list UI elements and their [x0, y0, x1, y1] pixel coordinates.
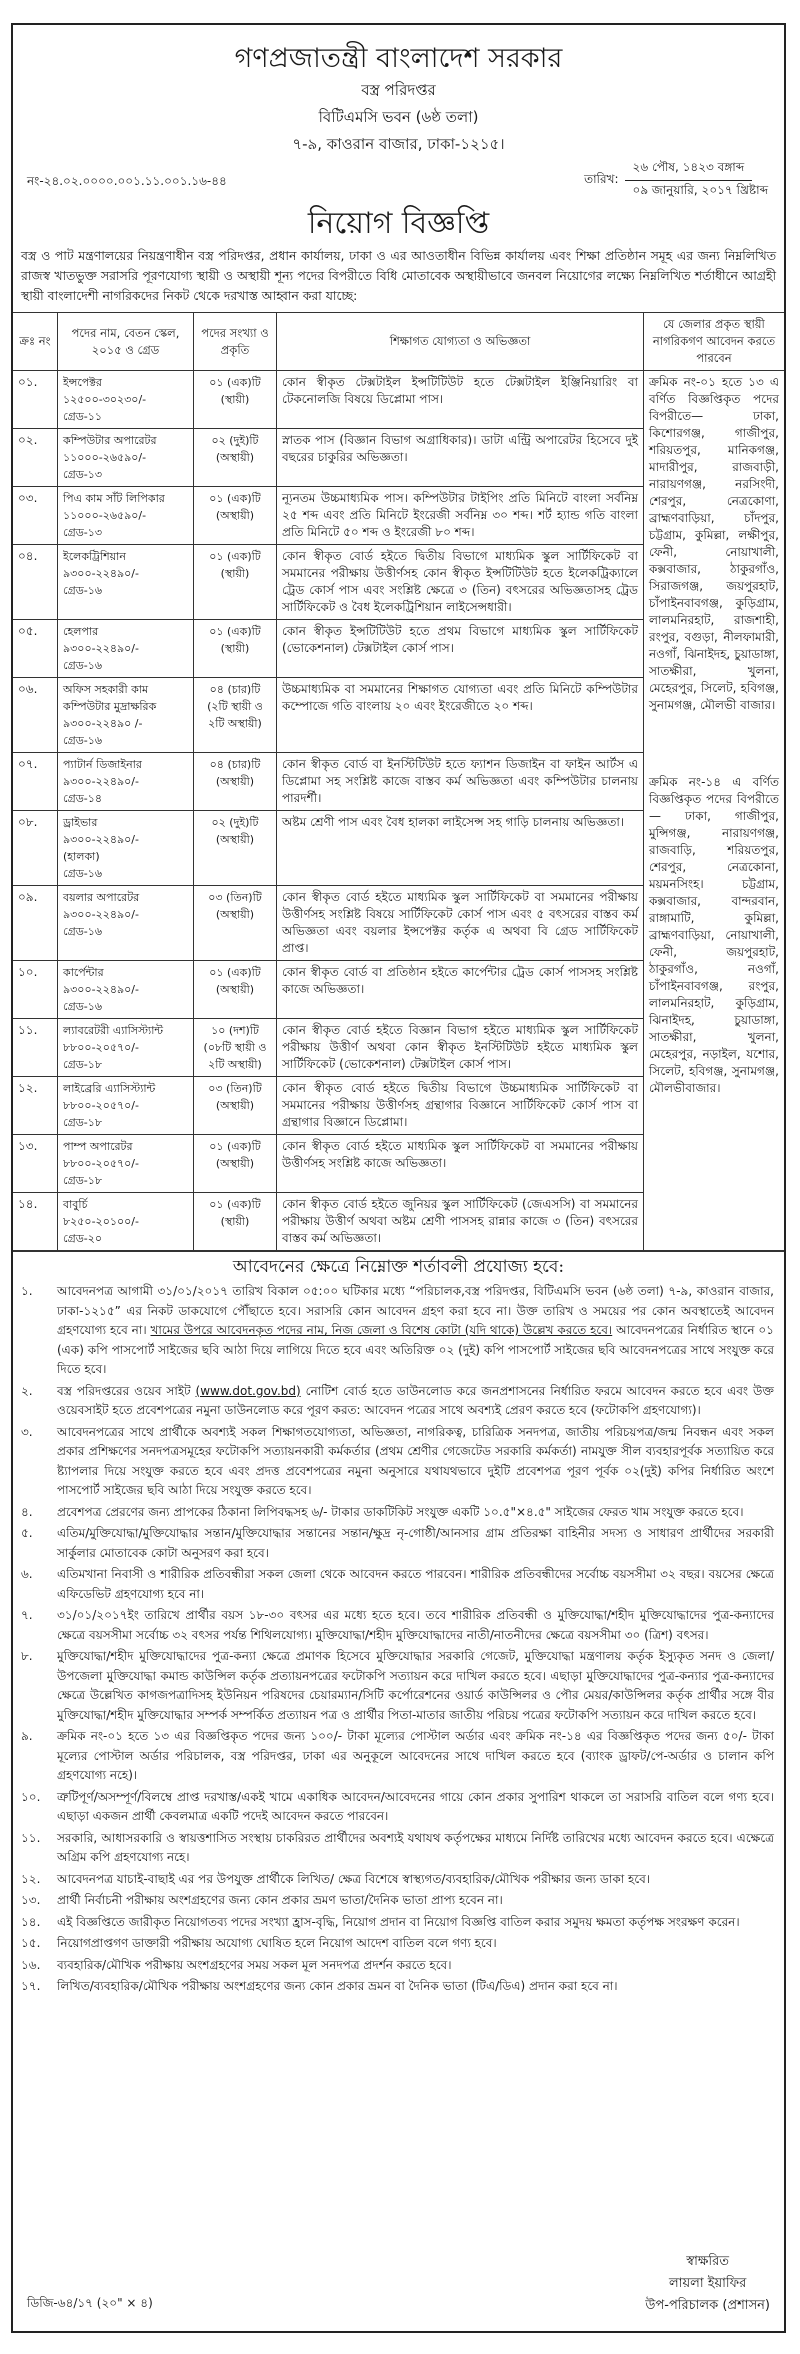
count-cell	[194, 545, 277, 620]
intro-paragraph: বস্ত্র ও পাট মন্ত্রণালয়ের নিয়ন্ত্রণাধীন বস্ত্র পরিদপ্তর, প্রধান কার্যালয়, ঢাকা ও এর আওতাধীন বিভিন্ন কার্যালয় এবং শিক্ষা প্রতিষ্ঠান সমূহ এর জন্য নিম্নলিখিত রাজস্ব খাতভুক্ত সরাসরি পূরণযোগ্য স্থায়ী ও অস্থায়ী শূন্য পদের বিপরীতে বিধি মোতাবেক অস্থায়ীভাবে জনবল নিয়োগের লক্ষ্যে নিম্নলিখিত শর্তাধীনে আগ্রহী স্থায়ী বাংলাদেশী নাগরিকদের নিকট থেকে দরখাস্ত আহ্বান করা যাচ্ছে:	[21, 248, 776, 303]
qualification-cell: উচ্চমাধ্যমিক বা সমমানের শিক্ষাগত যোগ্যতা এবং প্রতি মিনিটে কম্পিউটার কম্পোজে গতি বাংলায় ২০ এবং ইংরেজীতে ২০ শব্দ।	[277, 678, 644, 753]
memo-number: নং-২৪.০২.০০০০.০০১.১১.০০১.১৬-৪৪	[27, 174, 227, 188]
post-name: ইলেকট্রিশিয়ান	[63, 550, 126, 563]
letterhead	[13, 41, 784, 158]
department-name: বস্ত্র পরিদপ্তর	[361, 81, 436, 99]
condition-text: ব্যবহারিক/মৌখিক পরীক্ষায় অংশগ্রহণের সময় সকল মূল সনদপত্র প্রদর্শন করতে হবে।	[57, 1957, 452, 1972]
pay-grade: গ্রেড-১৮	[63, 1116, 103, 1129]
qualification-cell: কোন স্বীকৃত বোর্ড হইতে দ্বিতীয় বিভাগে উচ্চমাধ্যমিক সার্টিফিকেট বা সমমানের পরীক্ষায় উত্তীর্ণসহ গ্রন্থাগার বিজ্ঞানে সার্টিফিকেট কোর্স পাস বা গ্রন্থাগার বিজ্ঞানে ডিপ্লোমা।	[277, 1077, 644, 1135]
pay-scale: ৯৩০০-২২৪৯০/-	[63, 642, 139, 655]
condition-number: ১৪.	[21, 1914, 41, 1929]
date-block	[584, 158, 776, 203]
pay-grade: গ্রেড-২০	[63, 1232, 103, 1245]
condition-item	[21, 1956, 774, 1976]
count-cell	[194, 961, 277, 1019]
serial-cell: ০৮.	[13, 811, 58, 886]
pay-grade: গ্রেড-১৩	[63, 468, 103, 481]
post-count: ০৩ (তিন)টি	[208, 1082, 262, 1095]
pay-scale: ৮৮০০-২০৫৭০/-	[63, 1099, 139, 1112]
post-type: (স্থায়ী)	[220, 1215, 250, 1228]
conditions-list	[13, 1282, 784, 1997]
condition-text: বস্ত্র পরিদপ্তরের ওয়েব সাইট	[57, 1383, 191, 1398]
pay-scale: ৯৩০০-২২৪৯০/-	[63, 983, 139, 996]
pay-scale: ১১০০০-২৬৫৯০/-	[63, 451, 147, 464]
post-type: (অস্থায়ী)	[215, 1157, 255, 1170]
post-name: পিএ কাম সাঁট লিপিকার	[63, 492, 165, 505]
post-count: ০১ (এক)টি	[209, 625, 261, 638]
pay-grade: গ্রেড-১৪	[63, 792, 103, 805]
post-type: (স্থায়ী)	[220, 642, 250, 655]
condition-text: এই বিজ্ঞপ্তিতে জারীকৃত নিয়োগতব্য পদের সংখ্যা হ্রাস-বৃদ্ধি, নিয়োগ প্রদান বা নিয়োগ বিজ্ঞপ্তি বাতিল করার সমুদয় ক্ষমতা কর্তৃপক্ষ সংরক্ষণ করেন।	[57, 1914, 740, 1929]
post-cell	[58, 678, 194, 753]
reference-row	[13, 158, 784, 198]
post-type: (২টি স্থায়ী ও ২টি অস্থায়ী)	[207, 700, 263, 730]
count-cell	[194, 487, 277, 545]
post-count: ১০ (দশ)টি	[211, 1024, 259, 1037]
condition-item	[21, 1423, 774, 1501]
post-name: হেলপার	[63, 625, 99, 638]
post-extra: (হালকা)	[63, 850, 100, 863]
count-cell	[194, 429, 277, 487]
vacancy-table	[13, 312, 784, 1251]
condition-text: আবেদনপত্রের সাথে প্রার্থীকে অবশ্যই সকল শিক্ষাগতযোগ্যতা, অভিজ্ঞতা, নাগরিকত্ব, চারিত্রিক সনদপত্র, জাতীয় পরিচয়পত্র/জন্ম নিবন্ধন এবং সকল প্রকার প্রশিক্ষণের সনদপত্রসমূহের ফটোকপি সত্যায়নকারী কর্মকর্তার (প্রথম শ্রেণীর গেজেটেড সরকারি কর্মকর্তা) নামযুক্ত সীল ব্যবহারপূর্বক সত্যায়িত করে ষ্ট্যাপলার দিয়ে সংযুক্ত করতে হবে এবং প্রদত্ত প্রবেশপত্রের নমুনা অনুসারে যথাযথভাবে দুইটি প্রবেশপত্র পূরণ পূর্বক ০২(দুই) কপির নির্ধারিত অংশে পাসপোর্ট সাইজের ছবি আঠা দিয়ে সংযুক্ত করতে হবে।	[57, 1424, 774, 1497]
post-cell	[58, 1135, 194, 1193]
condition-text-continued: আবেদনপত্রের নির্ধারিত স্থানে ০১ (এক) কপি পাসপোর্ট সাইজের ছবি আঠা দিয়ে লাগিয়ে দিতে হবে এবং অতিরিক্ত ০২ (দুই) কপি পাসপোর্ট সাইজের ছবি আবেদনপত্রের সাথে সংযুক্ত করে দিতে হবে।	[57, 1323, 774, 1376]
qualification-cell: ন্যূনতম উচ্চমাধ্যমিক পাস। কম্পিউটার টাইপিং প্রতি মিনিটে বাংলা সর্বনিম্ন ২৫ শব্দ এবং প্রতি মিনিটে ইংরেজী সর্বনিম্ন ৩০ শব্দ। শর্ট হ্যান্ড গতি বাংলা প্রতি মিনিটে ৫০ শব্দ ও ইংরেজী ৮০ শব্দ।	[277, 487, 644, 545]
condition-text: আবেদনপত্র আগামী ৩১/০১/২০১৭ তারিখ বিকাল ০৫:০০ ঘটিকার মধ্যে “পরিচালক,বস্ত্র পরিদপ্তর, বিটিএমসি ভবন (৬ষ্ঠ তলা) ৭-৯, কাওরান বাজার, ঢাকা-১২১৫” এর নিকট ডাকযোগে পৌঁছাতে হবে। সরাসরি কোন আবেদন গ্রহণ করা হবে না। উক্ত তারিখ ও সময়ের পর কোন অবস্থাতেই আবেদন গ্রহণযোগ্য হবে না।	[57, 1284, 774, 1337]
pay-grade: গ্রেড-১৬	[63, 734, 103, 747]
pay-scale: ৯৩০০-২২৪৯০ /-	[63, 717, 143, 730]
post-cell	[58, 371, 194, 429]
condition-number: ৫.	[21, 1526, 33, 1540]
serial-cell: ১০.	[13, 961, 58, 1019]
post-type: (০৮টি স্থায়ী ও ২টি অস্থায়ী)	[203, 1041, 267, 1071]
condition-number: ১১.	[21, 1830, 41, 1845]
post-count: ০১ (এক)টি	[209, 1140, 261, 1153]
post-name: প্যাটার্ন ডিজাইনার	[63, 758, 142, 771]
condition-text: ৩১/০১/২০১৭ইং তারিখে প্রার্থীর বয়স ১৮-৩০ বৎসর এর মধ্যে হতে হবে। তবে শারীরিক প্রতিবন্ধী ও মুক্তিযোদ্ধা/শহীদ মুক্তিযোদ্ধাদের পুত্র-কন্যাদের ক্ষেত্রে বয়সসীমা সর্বোচ্চ ৩২ বৎসর পর্যন্ত শিথিলযোগ্য। মুক্তিযোদ্ধা/শহীদ মুক্তিযোদ্ধাদের নাতী/নাতনীদের ক্ষেত্রে বয়সসীমা ৩০ (ত্রিশ) বৎসর।	[57, 1608, 774, 1642]
condition-number: ১৭.	[21, 1979, 41, 1993]
serial-cell: ০৫.	[13, 620, 58, 678]
pay-scale: ৯৩০০-২২৪৯০/-	[63, 908, 139, 921]
condition-text: আবেদনপত্র যাচাই-বাছাই এর পর উপযুক্ত প্রার্থীকে লিখিত/ ক্ষেত্র বিশেষে স্বাস্থ্যগত/ব্যবহারিক/মৌখিক পরীক্ষার জন্য ডাকা হবে।	[57, 1871, 651, 1886]
post-name: পাম্প অপারেটর	[63, 1140, 133, 1153]
post-count: ০২ (দুই)টি	[211, 434, 259, 447]
qualification-cell: কোন স্বীকৃত ইন্সটিটিউট হতে প্রথম বিভাগে মাধ্যমিক স্কুল সার্টিফিকেট (ভোকেশনাল) টেক্সটাইল কোর্স পাস।	[277, 620, 644, 678]
footer-code: ডিজি-৬৪/১৭ (২০" × ৪)	[27, 2296, 153, 2310]
serial-cell: ০২.	[13, 429, 58, 487]
post-count: ০১ (এক)টি	[209, 966, 261, 979]
condition-item	[21, 1870, 774, 1890]
post-cell	[58, 1193, 194, 1251]
signature-block	[645, 2251, 770, 2317]
table-header-row	[13, 313, 784, 371]
condition-item	[21, 1934, 774, 1954]
post-count: ০৪ (চার)টি	[209, 683, 261, 696]
pay-grade: গ্রেড-১৬	[63, 925, 103, 938]
conditions-title: আবেদনের ক্ষেত্রে নিম্নোক্ত শর্তাবলী প্রযোজ্য হবে:	[13, 1251, 784, 1282]
condition-item	[21, 1503, 774, 1523]
post-cell	[58, 753, 194, 811]
post-type: (অস্থায়ী)	[215, 451, 255, 464]
condition-text: ক্রমিক নং-০১ হতে ১৩ এর বিজ্ঞপ্তিকৃত পদের জন্য ১০০/- টাকা মূল্যের পোস্টাল অর্ডার এবং ক্রমিক নং-১৪ এর বিজ্ঞপ্তিকৃত পদের জন্য ৫০/- টাকা মূল্যের পোস্টাল অর্ডার পরিচালক, বস্ত্র পরিদপ্তর, ঢাকা এর অনুকূলে আবেদনের সাথে দাখিল করতে হবে (ব্যাংক ড্রাফট/পে-অর্ডার ও চালান কপি গ্রহণযোগ্য নহে)।	[57, 1729, 774, 1782]
pay-scale: ৮৮০০-২০৫৭০/-	[63, 1157, 139, 1170]
building-name: বিটিএমসি ভবন (৬ষ্ঠ তলা)	[318, 108, 479, 126]
pay-grade: গ্রেড-১৬	[63, 1000, 103, 1013]
pay-grade: গ্রেড-১৬	[63, 867, 103, 880]
post-cell	[58, 1019, 194, 1077]
post-cell	[58, 487, 194, 545]
post-type: (স্থায়ী)	[220, 393, 250, 406]
qualification-cell: স্নাতক পাস (বিজ্ঞান বিভাগ অগ্রাধিকার)। ডাটা এন্ট্রি অপারেটর হিসেবে দুই বছরের চাকুরির অভিজ্ঞতা।	[277, 429, 644, 487]
serial-cell: ১১.	[13, 1019, 58, 1077]
pay-scale: ৮৮০০-২০৫৭০/-	[63, 1041, 139, 1054]
serial-cell: ০৭.	[13, 753, 58, 811]
header-qualification: শিক্ষাগত যোগ্যতা ও অভিজ্ঞতা	[277, 313, 644, 371]
condition-number: ৭.	[21, 1608, 33, 1622]
post-count: ০৩ (তিন)টি	[208, 891, 262, 904]
condition-number: ৯.	[21, 1729, 33, 1743]
post-count: ০১ (এক)টি	[209, 550, 261, 563]
condition-number: ১.	[21, 1284, 33, 1298]
condition-number: ৮.	[21, 1649, 33, 1663]
qualification-cell: কোন স্বীকৃত বোর্ড বা ইনস্টিটিউট হতে ফ্যাশন ডিজাইন বা ফাইন আর্টস এ ডিপ্লোমা সহ সংশ্লিষ্ট কাজে বাস্তব কর্ম অভিজ্ঞতা এবং কম্পিউটার চালনায় পারদর্শী।	[277, 753, 644, 811]
qualification-cell: কোন স্বীকৃত বোর্ড হইতে মাধ্যমিক স্কুল সার্টিফিকেট বা সমমানের পরীক্ষায় উত্তীর্ণসহ সংশ্লিষ্ট কাজে অভিজ্ঞতা।	[277, 1135, 644, 1193]
website-link[interactable]: (www.dot.gov.bd)	[195, 1383, 301, 1398]
header-districts: যে জেলার প্রকৃত স্থায়ী নাগরিকগণ আবেদন করতে পারবেন	[644, 313, 785, 371]
condition-text: মুক্তিযোদ্ধা/শহীদ মুক্তিযোদ্ধাদের পুত্র-কন্যা ক্ষেত্রে প্রমাণক হিসেবে মুক্তিযোদ্ধার সরকারি গেজেট, মুক্তিযোদ্ধা মন্ত্রণালয় কর্তৃক ইস্যুকৃত সনদ ও জেলা/উপজেলা মুক্তিযোদ্ধা কমান্ড কাউন্সিল কর্তৃক প্রত্যায়নপত্রের ফটোকপি সত্যায়ন করে দাখিল করতে হবে। এছাড়া মুক্তিযোদ্ধাদের পুত্র-কন্যার পুত্র-কন্যাদের ক্ষেত্রে উল্লেখিত কাগজপত্রাদিসহ ইউনিয়ন পরিষদের চেয়ারম্যান/সিটি কর্পোরেশনের ওয়ার্ড কাউন্সিলর ও পৌর মেয়র/কাউন্সিলর কর্তৃক প্রার্থীর সঙ্গে বীর মুক্তিযোদ্ধা/শহীদ মুক্তিযোদ্ধার সম্পর্ক সম্পর্কিত প্রত্যায়ন পত্র ও প্রার্থীর পিতা-মাতার জাতীয় পরিচয় পত্রের ফটোকপি সত্যায়ন করে দাখিল করতে হবে।	[57, 1649, 774, 1722]
pay-grade: গ্রেড-১৩	[63, 526, 103, 539]
serial-cell: ০৪.	[13, 545, 58, 620]
qualification-cell: কোন স্বীকৃত বোর্ড হইতে জুনিয়র স্কুল সার্টিফিকেট (জেএসসি) বা সমমানের পরীক্ষায় উত্তীর্ণ অথবা অষ্টম শ্রেণী পাসসহ রান্নার কাজে ৩ (তিন) বৎসরের বাস্তব কর্ম অভিজ্ঞতা।	[277, 1193, 644, 1251]
post-name: ইন্সপেক্টর	[63, 376, 102, 389]
post-name: লাইব্রেরি এ্যাসিস্ট্যান্ট	[63, 1082, 156, 1095]
post-count: ০২ (দুই)টি	[211, 816, 259, 829]
count-cell	[194, 1193, 277, 1251]
pay-grade: গ্রেড-১৬	[63, 659, 103, 672]
post-count: ০৪ (চার)টি	[209, 758, 261, 771]
count-cell	[194, 620, 277, 678]
post-type: (স্থায়ী)	[220, 567, 250, 580]
table-row	[13, 371, 784, 429]
districts-group-2: ক্রমিক নং-১৪ এ বর্ণিত বিজ্ঞপ্তিকৃত পদের বিপরীতে— ঢাকা, গাজীপুর, মুন্সিগঞ্জ, নারায়ণগঞ্জ, রাজবাড়ি, শরিয়তপুর, শেরপুর, নেত্রকোনা, ময়মনসিংহ। চট্টগ্রাম, কক্সবাজার, বান্দরবান, রাঙ্গামাটি, কুমিল্লা, ব্রাহ্মণবাড়িয়া, নোয়াখালী, ফেনী, জয়পুরহাট, ঠাকুরগাঁও, নওগাঁ, চাঁপাইনবাবগঞ্জ, রংপুর, লালমনিরহাট, কুড়িগ্রাম, ঝিনাইদহ, চুয়াডাঙ্গা, সাতক্ষীরা, খুলনা, মেহেরপুর, নড়াইল, যশোর, সিলেট, হবিগঞ্জ, সুনামগঞ্জ, মৌলভীবাজার।	[649, 775, 779, 1095]
qualification-cell: কোন স্বীকৃত বোর্ড হইতে বিজ্ঞান বিভাগ হইতে মাধ্যমিক স্কুল সার্টিফিকেট পরীক্ষায় উত্তীর্ণ অথবা কোন স্বীকৃত ইনস্টিটিউট হইতে মাধ্যমিক স্কুল সার্টিফিকেট (ভোকেশনাল) টেক্সটাইল কোর্স পাস।	[277, 1019, 644, 1077]
qualification-cell: কোন স্বীকৃত বোর্ড হইতে দ্বিতীয় বিভাগে মাধ্যমিক স্কুল সার্টিফিকেট বা সমমানের পরীক্ষায় উত্তীর্ণসহ কোন স্বীকৃত ইন্সটিটিউট হতে ইলেকট্রিক্যালে ট্রেড কোর্স পাস এবং সংশ্লিষ্ট ক্ষেত্রে ৩ (তিন) বৎসরের অভিজ্ঞতাসহ ট্রেড সার্টিফিকেট ও বৈধ ইলেকট্রিশিয়ান লাইসেন্সধারী।	[277, 545, 644, 620]
condition-item	[21, 1524, 774, 1563]
post-type: (অস্থায়ী)	[215, 1099, 255, 1112]
post-cell	[58, 545, 194, 620]
post-name: ড্রাইভার	[63, 816, 98, 829]
condition-number: ১৩.	[21, 1893, 41, 1907]
post-count: ০১ (এক)টি	[209, 376, 261, 389]
count-cell	[194, 811, 277, 886]
condition-text: ত্রুটিপূর্ণ/অসম্পূর্ণ/বিলম্বে প্রাপ্ত দরখাস্ত/একই খামে একাধিক আবেদন/আবেদনের গায়ে কোন প্রকার সুপারিশ থাকলে তা সরাসরি বাতিল বলে গণ্য হবে। এছাড়া একজন প্রার্থী কেবলমাত্র একটি পদেই আবেদন করতে পারবেন।	[57, 1789, 774, 1823]
condition-item	[21, 1382, 774, 1421]
count-cell	[194, 1019, 277, 1077]
post-name: কার্পেন্টার	[63, 966, 104, 979]
address: ৭-৯, কাওরান বাজার, ঢাকা-১২১৫।	[292, 135, 505, 153]
condition-text: এতিম/মুক্তিযোদ্ধা/মুক্তিযোদ্ধার সন্তান/মুক্তিযোদ্ধার সন্তানের সন্তান/ক্ষুদ্র নৃ-গোষ্ঠী/আনসার গ্রাম প্রতিরক্ষা বাহিনীর সদস্য ও সাধারণ প্রার্থীদের সরকারী সার্কুলার মোতাবেক কোটা অনুসরণ করা হবে।	[57, 1526, 774, 1560]
count-cell	[194, 1077, 277, 1135]
date-bangla: ২৬ পৌষ, ১৪২৩ বঙ্গাব্দ	[625, 158, 753, 181]
serial-cell: ১৩.	[13, 1135, 58, 1193]
serial-cell: ১২.	[13, 1077, 58, 1135]
post-type: (অস্থায়ী)	[215, 833, 255, 846]
post-name: কম্পিউটার অপারেটর	[63, 434, 157, 447]
date-english: ০৯ জানুয়ারি, ২০১৭ খ্রিষ্টাব্দ	[632, 183, 768, 197]
pay-grade: গ্রেড-১৮	[63, 1058, 103, 1071]
post-cell	[58, 811, 194, 886]
pay-scale: ১২৫০০-৩০২৩০/-	[63, 393, 147, 406]
condition-number: ৬.	[21, 1567, 33, 1581]
post-name: বয়লার অপারেটর	[63, 891, 140, 904]
pay-scale: ৯৩০০-২২৪৯০/-	[63, 775, 139, 788]
condition-item	[21, 1565, 774, 1604]
condition-item	[21, 1913, 774, 1933]
serial-cell: ০১.	[13, 371, 58, 429]
pay-grade: গ্রেড-১১	[63, 410, 103, 423]
count-cell	[194, 371, 277, 429]
condition-number: ১৫.	[21, 1936, 41, 1950]
header-serial: ক্রঃ নং	[13, 313, 58, 371]
post-name: ল্যাবরেটরী এ্যাসিস্ট্যান্ট	[63, 1024, 164, 1037]
pay-scale: ১১০০০-২৬৫৯০/-	[63, 509, 147, 522]
count-cell	[194, 1135, 277, 1193]
post-cell	[58, 886, 194, 961]
count-cell	[194, 753, 277, 811]
post-type: (অস্থায়ী)	[215, 775, 255, 788]
pay-grade: গ্রেড-১৬	[63, 584, 103, 597]
condition-number: ৪.	[21, 1504, 33, 1519]
condition-item	[21, 1606, 774, 1645]
post-cell	[58, 620, 194, 678]
post-type: (অস্থায়ী)	[215, 509, 255, 522]
qualification-cell: কোন স্বীকৃত টেক্সটাইল ইন্সটিটিউট হতে টেক্সটাইল ইঞ্জিনিয়ারিং বা টেকনোলজি বিষয়ে ডিপ্লোমা পাস।	[277, 371, 644, 429]
condition-number: ১৬.	[21, 1957, 41, 1972]
condition-text: লিখিত/ব্যবহারিক/মৌখিক পরীক্ষায় অংশগ্রহণের জন্য কোন প্রকার ভ্রমন বা দৈনিক ভাতা (টিএ/ডিএ) প্রদান করা হবে না।	[57, 1979, 618, 1993]
post-type: (অস্থায়ী)	[215, 983, 255, 996]
condition-item	[21, 1282, 774, 1380]
condition-number: ১২.	[21, 1871, 41, 1886]
condition-item	[21, 1647, 774, 1725]
date-label: তারিখ:	[584, 171, 619, 186]
condition-item	[21, 1829, 774, 1868]
post-cell	[58, 1077, 194, 1135]
condition-text-continued: নোটিশ বোর্ড হতে ডাউনলোড করে জনপ্রশাসনের নির্ধারিত ফরমে আবেদন করতে হবে এবং উক্ত ওয়েবসাইট হতে প্রবেশপত্রের নমুনা ডাউনলোড করে পূরণ করত: আবেদন পত্রের সাথে অবশ্যই প্রেরণ করতে হবে (ফটোকপি গ্রহণযোগ্য)।	[57, 1383, 774, 1417]
serial-cell: ০৯.	[13, 886, 58, 961]
signed-label: স্বাক্ষরিত	[686, 2254, 730, 2269]
count-cell	[194, 886, 277, 961]
pay-scale: ৯৩০০-২২৪৯০/-	[63, 833, 139, 846]
serial-cell: ১৪.	[13, 1193, 58, 1251]
districts-cell	[644, 371, 785, 1251]
condition-number: ১০.	[21, 1789, 41, 1804]
serial-cell: ০৬.	[13, 678, 58, 753]
condition-text: নিয়োগপ্রাপ্তগণ ডাক্তারী পরীক্ষায় অযোগ্য ঘোষিত হলে নিয়োগ আদেশ বাতিল বলে গণ্য হবে।	[57, 1936, 497, 1950]
pay-scale: ৯৩০০-২২৪৯০/-	[63, 567, 139, 580]
condition-number: ২.	[21, 1383, 33, 1398]
signatory-name: লায়লা ইয়াফির	[669, 2276, 747, 2291]
post-count: ০১ (এক)টি	[209, 492, 261, 505]
post-cell	[58, 961, 194, 1019]
qualification-cell: অষ্টম শ্রেণী পাস এবং বৈধ হালকা লাইসেন্স সহ গাড়ি চালনায় অভিজ্ঞতা।	[277, 811, 644, 886]
condition-text: প্রার্থী নির্বাচনী পরীক্ষায় অংশগ্রহণের জন্য কোন প্রকার ভ্রমণ ভাতা/দৈনিক ভাতা প্রাপ্য হবেন না।	[57, 1893, 503, 1907]
post-name: বাবুর্চি	[63, 1198, 88, 1211]
count-cell	[194, 678, 277, 753]
districts-group-1: ক্রমিক নং-০১ হতে ১৩ এ বর্ণিত বিজ্ঞপ্তিকৃত পদের বিপরীতে— ঢাকা, কিশোরগঞ্জ, গাজীপুর, শরিয়তপুর, মানিকগঞ্জ, মাদারীপুর, রাজবাড়ী, নারায়ণগঞ্জ, নরসিংদী, শেরপুর, নেত্রকোণা, ব্রাহ্মণবাড়িয়া, চাঁদপুর, চট্টগ্রাম, কুমিল্লা, লক্ষীপুর, ফেনী, নোয়াখালী, কক্সবাজার, ঠাকুরগাঁও, সিরাজগঞ্জ, জয়পুরহাট, চাঁপাইনবাবগঞ্জ, কুড়িগ্রাম, লালমনিরহাট, রাজশাহী, রংপুর, বগুড়া, নীলফামারী, নওগাঁ, ঝিনাইদহ, চুয়াডাঙ্গা, সাতক্ষীরা, খুলনা, মেহেরপুর, সিলেট, হবিগঞ্জ, সুনামগঞ্জ, মৌলভী বাজার।	[649, 375, 779, 712]
condition-number: ৩.	[21, 1424, 33, 1439]
post-count: ০১ (এক)টি	[209, 1198, 261, 1211]
qualification-cell: কোন স্বীকৃত বোর্ড বা প্রতিষ্ঠান হইতে কার্পেন্টার ট্রেড কোর্স পাসসহ সংশ্লিষ্ট কাজে অভিজ্ঞতা।	[277, 961, 644, 1019]
header-count: পদের সংখ্যা ও প্রকৃতি	[194, 313, 277, 371]
post-type: (অস্থায়ী)	[215, 908, 255, 921]
condition-text: সরকারি, আধাসরকারি ও স্বায়ত্তশাসিত সংস্থায় চাকরিরত প্রার্থীদের অবশ্যই যথাযথ কর্তৃপক্ষের মাধ্যমে নির্দিষ্ট তারিখের মধ্যে আবেদন করতে হবে। এক্ষেত্রে অগ্রিম কপি গ্রহণযোগ্য নহে।	[57, 1830, 774, 1864]
notice-document	[11, 23, 786, 2333]
pay-scale: ৮২৫০-২০১০০/-	[63, 1215, 139, 1228]
signatory-designation: উপ-পরিচালক (প্রশাসন)	[645, 2298, 770, 2313]
post-cell	[58, 429, 194, 487]
post-name: অফিস সহকারী কাম কম্পিউটার মুদ্রাক্ষরিক	[63, 683, 157, 713]
condition-item	[21, 1977, 774, 1997]
condition-item	[21, 1891, 774, 1911]
header-post: পদের নাম, বেতন স্কেল, ২০১৫ ও গ্রেড	[58, 313, 194, 371]
condition-underlined-text: খামের উপরে আবেদনকৃত পদের নাম, নিজ জেলা ও বিশেষ কোটা (যদি থাকে) উল্লেখ করতে হবে।	[150, 1323, 613, 1337]
condition-item	[21, 1788, 774, 1827]
condition-text: এতিমখানা নিবাসী ও শারীরিক প্রতিবন্ধীরা সকল জেলা থেকে আবেদন করতে পারবেন। শারীরিক প্রতিবন্ধীদের সর্বোচ্চ বয়সসীমা ৩২ বছর। বয়সের ক্ষেত্রে এফিডেভিট গ্রহণযোগ্য হবে না।	[57, 1567, 774, 1601]
condition-item	[21, 1727, 774, 1786]
condition-text: প্রবেশপত্র প্রেরণের জন্য প্রাপকের ঠিকানা লিপিবদ্ধসহ ৬/- টাকার ডাকটিকিট সংযুক্ত একটি ১০.৫"×৪.৫" সাইজের ফেরত খাম সংযুক্ত করতে হবে।	[57, 1504, 744, 1519]
notice-title: নিয়োগ বিজ্ঞপ্তি	[307, 206, 490, 241]
qualification-cell: কোন স্বীকৃত বোর্ড হইতে মাধ্যমিক স্কুল সার্টিফিকেট বা সমমানের পরীক্ষায় উত্তীর্ণসহ সংশ্লিষ্ট বিষয়ে সার্টিফিকেট কোর্স পাস এবং ৫ বৎসরের বাস্তব কর্ম অভিজ্ঞতা এবং বয়লার ইন্সপেক্টর কর্তৃক এ অথবা বি গ্রেড সার্টিফিকেট প্রাপ্ত।	[277, 886, 644, 961]
pay-grade: গ্রেড-১৮	[63, 1174, 103, 1187]
government-title: গণপ্রজাতন্ত্রী বাংলাদেশ সরকার	[234, 43, 563, 74]
serial-cell: ০৩.	[13, 487, 58, 545]
